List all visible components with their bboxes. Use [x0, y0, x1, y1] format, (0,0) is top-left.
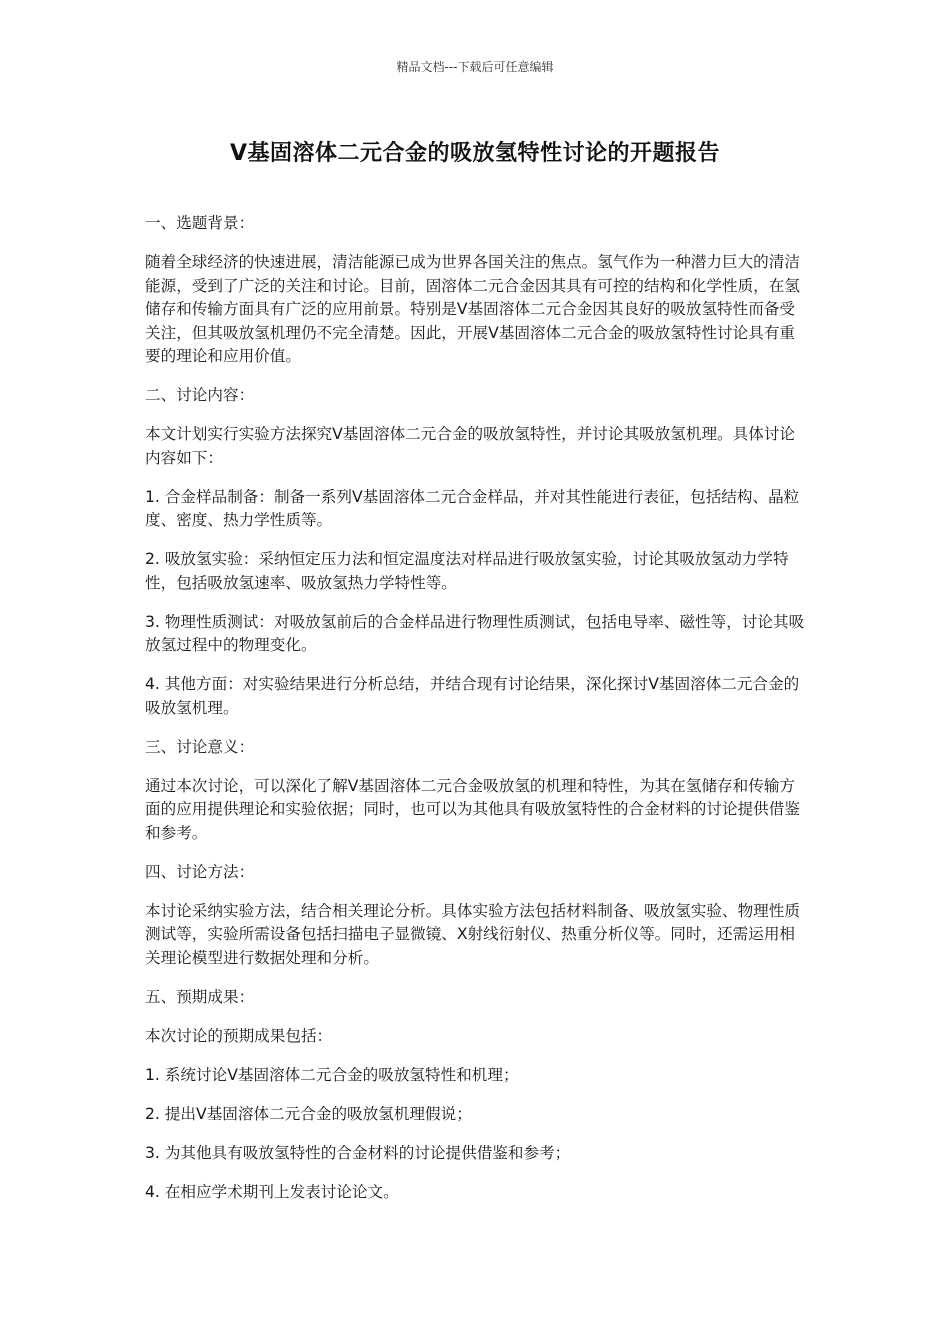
- document-title: V基固溶体二元合金的吸放氢特性讨论的开题报告: [229, 141, 721, 166]
- paragraph-outcomes-intro: 本次讨论的预期成果包括：: [145, 1026, 333, 1045]
- section-heading-background: 一、选题背景：: [145, 214, 255, 232]
- list-item-content-4: 4. 其他方面：对实验结果进行分析总结，并结合现有讨论结果，深化探讨V基固溶体二元合金的吸放氢机理。: [145, 675, 800, 717]
- list-item-outcome-2: 2. 提出V基固溶体二元合金的吸放氢机理假说；: [145, 1104, 472, 1123]
- paragraph-method: 本讨论采纳实验方法，结合相关理论分析。具体实验方法包括材料制备、吸放氢实验、物理性质测试等，实验所需设备包括扫描电子显微镜、X射线衍射仪、热重分析仪等。同时，还需运用相关理论模型进行数据处理和分析。: [145, 901, 800, 967]
- list-item-content-2: 2. 吸放氢实验：采纳恒定压力法和恒定温度法对样品进行吸放氢实验，讨论其吸放氢动力学特性，包括吸放氢速率、吸放氢热力学特性等。: [145, 550, 789, 592]
- paragraph-background: 随着全球经济的快速进展，清洁能源已成为世界各国关注的焦点。氢气作为一种潜力巨大的清洁能源，受到了广泛的关注和讨论。目前，固溶体二元合金因其具有可控的结构和化学性质，在氢储存和传输方面具有广泛的应用前景。特别是V基固溶体二元合金因其良好的吸放氢特性而备受关注，但其吸放氢机理仍不完全清楚。因此，开展V基固溶体二元合金的吸放氢特性讨论具有重要的理论和应用价值。: [145, 253, 800, 365]
- document-body: [145, 212, 810, 1220]
- section-heading-significance: 三、讨论意义：: [145, 737, 255, 756]
- list-item-outcome-4: 4. 在相应学术期刊上发表讨论论文。: [145, 1182, 399, 1201]
- section-heading-content: 二、讨论内容：: [145, 386, 255, 404]
- list-item-content-3: 3. 物理性质测试：对吸放氢前后的合金样品进行物理性质测试，包括电导率、磁性等，讨论其吸放氢过程中的物理变化。: [145, 612, 805, 654]
- paragraph-content-intro: 本文计划实行实验方法探究V基固溶体二元合金的吸放氢特性，并讨论其吸放氢机理。具体讨论内容如下：: [145, 425, 796, 467]
- page-header: 精品文档---下载后可任意编辑: [396, 60, 554, 74]
- paragraph-significance: 通过本次讨论，可以深化了解V基固溶体二元合金吸放氢的机理和特性，为其在氢储存和传输方面的应用提供理论和实验依据；同时，也可以为其他具有吸放氢特性的合金材料的讨论提供借鉴和参考。: [145, 776, 800, 842]
- list-item-content-1: 1. 合金样品制备：制备一系列V基固溶体二元合金样品，并对其性能进行表征，包括结构、晶粒度、密度、热力学性质等。: [145, 487, 800, 529]
- section-heading-outcomes: 五、预期成果：: [145, 987, 255, 1006]
- list-item-outcome-1: 1. 系统讨论V基固溶体二元合金的吸放氢特性和机理；: [145, 1065, 519, 1084]
- list-item-outcome-3: 3. 为其他具有吸放氢特性的合金材料的讨论提供借鉴和参考；: [145, 1143, 571, 1162]
- section-heading-method: 四、讨论方法：: [145, 862, 255, 881]
